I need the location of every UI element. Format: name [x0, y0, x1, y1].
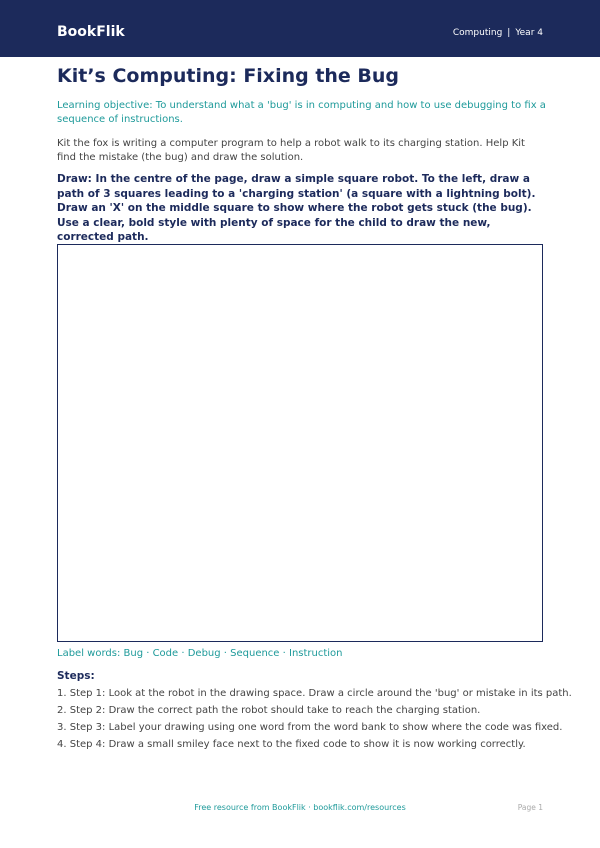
year-label: Year 4	[515, 28, 543, 38]
page-number: Page 1	[517, 803, 543, 812]
learning-objective: Learning objective: To understand what a 'bug' is in computing and how to use debugging to fix a sequence of instructions.	[57, 100, 546, 125]
brand-logo-text: BookFlik	[57, 24, 125, 40]
label-word-bank: Label words: Bug · Code · Debug · Sequence · Instruction	[57, 648, 343, 659]
subject-label: Computing	[452, 28, 503, 38]
step-item: 4. Step 4: Draw a small smiley face next to the fixed code to show it is now working correctly.	[57, 739, 526, 750]
steps-list	[57, 687, 572, 755]
intro-text: Kit the fox is writing a computer program to help a robot walk to its charging station. Help Kit find the mistake (the bug) and draw the solution.	[57, 138, 525, 163]
steps-heading: Steps:	[57, 670, 95, 682]
step-item: 3. Step 3: Label your drawing using one word from the word bank to show where the code was fixed.	[57, 722, 563, 733]
step-item: 2. Step 2: Draw the correct path the robot should take to reach the charging station.	[57, 705, 481, 716]
footer-credit: Free resource from BookFlik · bookflik.com/resources	[194, 803, 406, 812]
subject-year-label	[453, 27, 543, 39]
drawing-space[interactable]	[57, 244, 543, 642]
subject-separator: |	[507, 28, 511, 38]
worksheet-title: Kit’s Computing: Fixing the Bug	[57, 65, 400, 87]
page-header	[0, 0, 600, 57]
step-item: 1. Step 1: Look at the robot in the drawing space. Draw a circle around the 'bug' or mistake in its path.	[57, 688, 572, 699]
draw-instruction: Draw: In the centre of the page, draw a simple square robot. To the left, draw a path of 3 squares leading to a 'charging station' (a square with a lightning bolt). Draw an 'X' on the middle square to show where the robot gets stuck (the bug). Use a clear, bold style with plenty of space for the child to draw the new, corrected path.	[57, 173, 536, 244]
